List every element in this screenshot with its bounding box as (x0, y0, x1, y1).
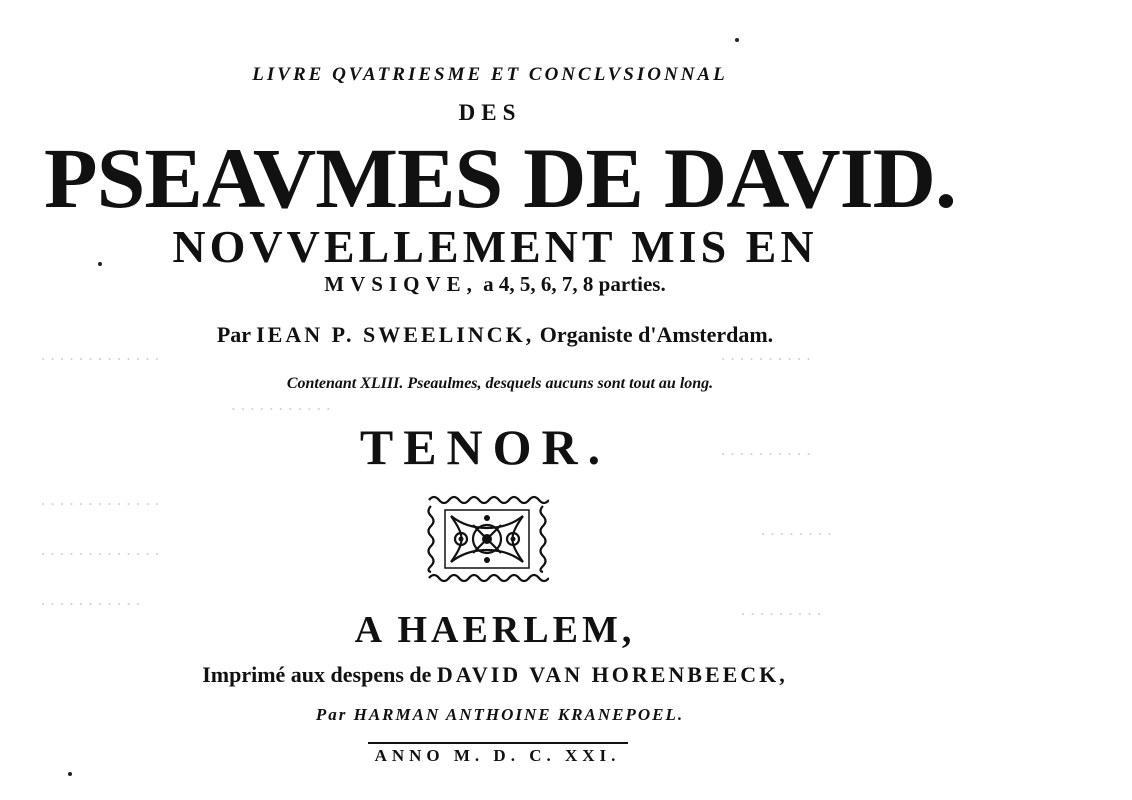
bleed-line: . . . . . . . . (760, 520, 832, 539)
date-rule (368, 742, 628, 744)
musique-word: MVSIQVE, (324, 272, 478, 296)
bleed-line: . . . . . . . . . (740, 600, 821, 619)
publisher-name: DAVID VAN HORENBEECK, (436, 662, 788, 687)
subtitle: NOVVELLEMENT MIS EN (172, 221, 818, 272)
composer-name: IEAN P. SWEELINCK, (256, 322, 535, 347)
publisher-line (0, 662, 990, 688)
imprint-date: ANNO M. D. C. XXI. (374, 746, 621, 765)
parts-line (0, 272, 990, 297)
speck (68, 772, 72, 776)
printers-ornament-icon (425, 492, 549, 586)
place-of-printing: A HAERLEM, (354, 609, 636, 651)
speck (98, 262, 102, 266)
speck (735, 38, 739, 42)
bleed-line: . . . . . . . . . . . (40, 590, 140, 609)
par-word: Par (216, 322, 251, 347)
composer-title: Organiste d'Amsterdam. (539, 322, 774, 347)
bleed-line: . . . . . . . . . . (720, 345, 811, 364)
parts-text: a 4, 5, 6, 7, 8 parties. (483, 272, 666, 296)
contents-line: Contenant XLIII. Pseaulmes, desquels aucuns sont tout au long. (286, 375, 714, 392)
bleed-line: . . . . . . . . . . . . . (40, 345, 159, 364)
main-title: PSEAVMES DE DAVID. (44, 130, 956, 226)
bleed-line: . . . . . . . . . . . . . (40, 490, 159, 509)
printer-line: Par HARMAN ANTHOINE KRANEPOEL. (315, 705, 685, 724)
voice-part: TENOR. (359, 419, 611, 475)
bleed-line: . . . . . . . . . . . . . (40, 540, 159, 559)
publisher-prefix: Imprimé aux despens de (202, 662, 432, 687)
bleed-line: . . . . . . . . . . . (230, 395, 330, 414)
composer-line (0, 322, 990, 348)
bleed-line: . . . . . . . . . . (720, 440, 811, 459)
book-heading: LIVRE QVATRIESME ET CONCLVSIONNAL (252, 64, 728, 85)
heading-des: DES (458, 100, 522, 125)
